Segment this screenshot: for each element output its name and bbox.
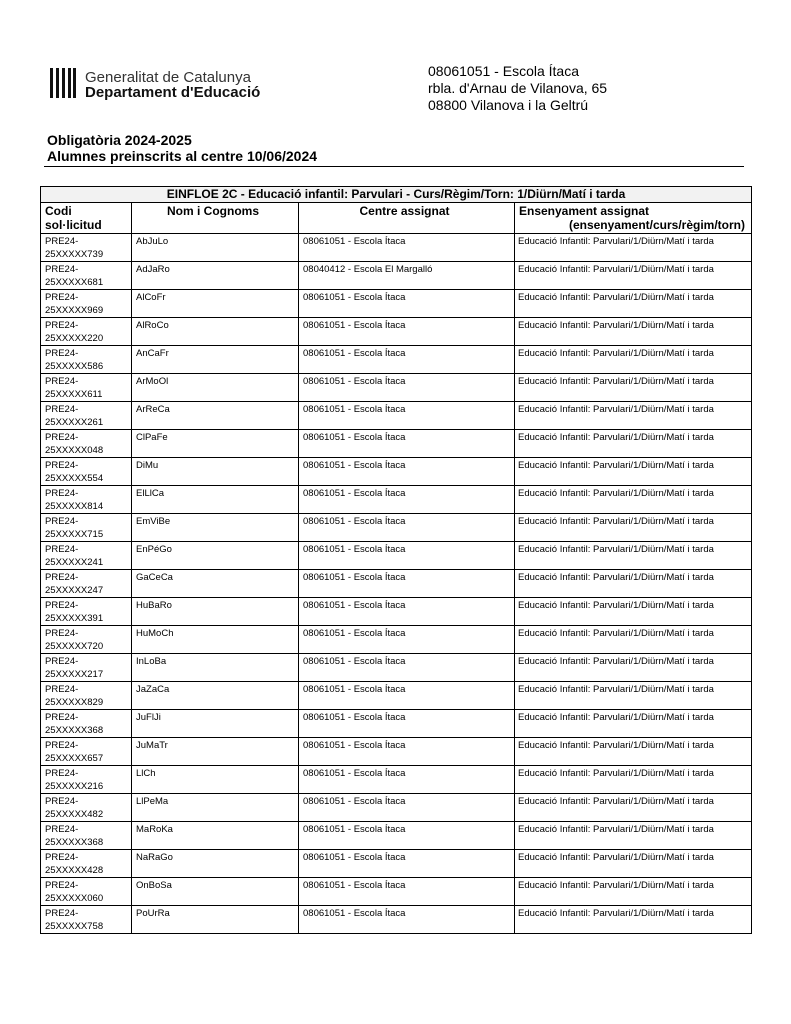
cell-ensenyament: Educació Infantil: Parvulari/1/Diürn/Matí i tarda xyxy=(518,628,714,639)
cell-name: MaRoKa xyxy=(132,822,299,849)
table-row xyxy=(41,429,751,457)
cell-code-line2: 25XXXXX428 xyxy=(45,865,104,876)
cell-name: JaZaCa xyxy=(132,682,299,709)
cell-code xyxy=(41,598,132,625)
cell-code xyxy=(41,234,132,261)
cell-code-line1: PRE24- xyxy=(45,908,79,919)
cell-code xyxy=(41,570,132,597)
group-title: EINFLOE 2C - Educació infantil: Parvulari - Curs/Règim/Torn: 1/Diürn/Matí i tarda xyxy=(41,187,751,203)
cell-ensenyament: Educació Infantil: Parvulari/1/Diürn/Matí i tarda xyxy=(518,908,714,919)
cell-name: GaCeCa xyxy=(132,570,299,597)
table-row xyxy=(41,849,751,877)
cell-code xyxy=(41,906,132,933)
org-line-2: Departament d'Educació xyxy=(85,84,261,101)
cell-code-line1: PRE24- xyxy=(45,376,79,387)
cell-ensenyament: Educació Infantil: Parvulari/1/Diürn/Matí i tarda xyxy=(518,600,714,611)
col-header-ens-line1: Ensenyament assignat xyxy=(519,204,650,218)
table-row xyxy=(41,877,751,905)
cell-code-line2: 25XXXXX220 xyxy=(45,333,104,344)
cell-code xyxy=(41,346,132,373)
cell-code-line2: 25XXXXX739 xyxy=(45,249,104,260)
cell-ensenyament: Educació Infantil: Parvulari/1/Diürn/Matí i tarda xyxy=(518,432,714,443)
cell-ensenyament: Educació Infantil: Parvulari/1/Diürn/Matí i tarda xyxy=(518,824,714,835)
school-address xyxy=(428,63,607,114)
cell-ensenyament: Educació Infantil: Parvulari/1/Diürn/Matí i tarda xyxy=(518,236,714,247)
cell-centre: 08061051 - Escola Ítaca xyxy=(299,850,515,877)
cell-code xyxy=(41,822,132,849)
table-header xyxy=(41,203,751,233)
cell-centre: 08061051 - Escola Ítaca xyxy=(299,402,515,429)
cell-centre: 08061051 - Escola Ítaca xyxy=(299,570,515,597)
cell-code-line2: 25XXXXX368 xyxy=(45,725,104,736)
cell-name: OnBoSa xyxy=(132,878,299,905)
cell-code-line1: PRE24- xyxy=(45,880,79,891)
cell-code-line1: PRE24- xyxy=(45,432,79,443)
table-row xyxy=(41,569,751,597)
cell-code-line1: PRE24- xyxy=(45,824,79,835)
cell-code-line2: 25XXXXX554 xyxy=(45,473,104,484)
cell-name: JuMaTr xyxy=(132,738,299,765)
cell-code-line1: PRE24- xyxy=(45,712,79,723)
cell-code-line1: PRE24- xyxy=(45,796,79,807)
cell-ensenyament: Educació Infantil: Parvulari/1/Diürn/Matí i tarda xyxy=(518,264,714,275)
cell-ensenyament: Educació Infantil: Parvulari/1/Diürn/Matí i tarda xyxy=(518,488,714,499)
cell-centre: 08061051 - Escola Ítaca xyxy=(299,290,515,317)
cell-centre: 08061051 - Escola Ítaca xyxy=(299,514,515,541)
cell-ensenyament: Educació Infantil: Parvulari/1/Diürn/Matí i tarda xyxy=(518,684,714,695)
cell-ensenyament: Educació Infantil: Parvulari/1/Diürn/Matí i tarda xyxy=(518,572,714,583)
cell-name: JuFlJi xyxy=(132,710,299,737)
cell-code-line1: PRE24- xyxy=(45,488,79,499)
table-row xyxy=(41,261,751,289)
table-row xyxy=(41,401,751,429)
cell-code-line2: 25XXXXX216 xyxy=(45,781,104,792)
cell-code-line1: PRE24- xyxy=(45,516,79,527)
cell-code xyxy=(41,738,132,765)
cell-code-line1: PRE24- xyxy=(45,460,79,471)
cell-code-line2: 25XXXXX720 xyxy=(45,641,104,652)
cell-code-line2: 25XXXXX048 xyxy=(45,445,104,456)
cell-code-line2: 25XXXXX368 xyxy=(45,837,104,848)
cell-code-line1: PRE24- xyxy=(45,572,79,583)
cell-code-line2: 25XXXXX611 xyxy=(45,389,103,400)
cell-centre: 08061051 - Escola Ítaca xyxy=(299,794,515,821)
col-header-codi-line2: sol·licitud xyxy=(45,218,102,232)
table-row xyxy=(41,457,751,485)
table-row xyxy=(41,821,751,849)
cell-ensenyament: Educació Infantil: Parvulari/1/Diürn/Matí i tarda xyxy=(518,852,714,863)
cell-name: DiMu xyxy=(132,458,299,485)
cell-ensenyament: Educació Infantil: Parvulari/1/Diürn/Matí i tarda xyxy=(518,796,714,807)
cell-name: AbJuLo xyxy=(132,234,299,261)
cell-centre: 08061051 - Escola Ítaca xyxy=(299,878,515,905)
cell-centre: 08061051 - Escola Ítaca xyxy=(299,766,515,793)
cell-centre: 08061051 - Escola Ítaca xyxy=(299,346,515,373)
cell-ensenyament: Educació Infantil: Parvulari/1/Diürn/Matí i tarda xyxy=(518,516,714,527)
cell-centre: 08061051 - Escola Ítaca xyxy=(299,906,515,933)
cell-name: NaRaGo xyxy=(132,850,299,877)
school-line-3: 08800 Vilanova i la Geltrú xyxy=(428,97,589,113)
cell-centre: 08061051 - Escola Ítaca xyxy=(299,598,515,625)
cell-code-line1: PRE24- xyxy=(45,348,79,359)
table-row xyxy=(41,653,751,681)
cell-centre: 08061051 - Escola Ítaca xyxy=(299,626,515,653)
cell-code-line2: 25XXXXX586 xyxy=(45,361,104,372)
organization-name xyxy=(85,70,260,100)
cell-code-line2: 25XXXXX241 xyxy=(45,557,104,568)
table-row xyxy=(41,709,751,737)
cell-centre: 08061051 - Escola Ítaca xyxy=(299,682,515,709)
cell-ensenyament: Educació Infantil: Parvulari/1/Diürn/Matí i tarda xyxy=(518,768,714,779)
cell-name: ElLlCa xyxy=(132,486,299,513)
cell-centre: 08061051 - Escola Ítaca xyxy=(299,738,515,765)
cell-name: AlCoFr xyxy=(132,290,299,317)
cell-code-line2: 25XXXXX814 xyxy=(45,501,104,512)
cell-centre: 08061051 - Escola Ítaca xyxy=(299,318,515,345)
cell-code xyxy=(41,290,132,317)
cell-code-line2: 25XXXXX261 xyxy=(45,417,104,428)
cell-code-line2: 25XXXXX657 xyxy=(45,753,104,764)
title-divider xyxy=(44,166,744,167)
cell-code-line1: PRE24- xyxy=(45,768,79,779)
cell-code-line1: PRE24- xyxy=(45,544,79,555)
cell-code-line2: 25XXXXX969 xyxy=(45,305,104,316)
col-header-nom: Nom i Cognoms xyxy=(132,203,299,233)
cell-ensenyament: Educació Infantil: Parvulari/1/Diürn/Matí i tarda xyxy=(518,880,714,891)
cell-ensenyament: Educació Infantil: Parvulari/1/Diürn/Matí i tarda xyxy=(518,460,714,471)
cell-code-line1: PRE24- xyxy=(45,292,79,303)
cell-code-line1: PRE24- xyxy=(45,404,79,415)
document-title xyxy=(47,132,317,164)
cell-centre: 08061051 - Escola Ítaca xyxy=(299,822,515,849)
cell-code-line2: 25XXXXX715 xyxy=(45,529,104,540)
table-row xyxy=(41,597,751,625)
cell-ensenyament: Educació Infantil: Parvulari/1/Diürn/Matí i tarda xyxy=(518,740,714,751)
cell-name: EnPéGo xyxy=(132,542,299,569)
cell-code xyxy=(41,878,132,905)
cell-name: AnCaFr xyxy=(132,346,299,373)
cell-name: ArMoOl xyxy=(132,374,299,401)
col-header-ensenyament xyxy=(515,203,751,233)
students-table xyxy=(40,186,752,934)
cell-name: ArReCa xyxy=(132,402,299,429)
cell-code-line2: 25XXXXX482 xyxy=(45,809,104,820)
cell-ensenyament: Educació Infantil: Parvulari/1/Diürn/Matí i tarda xyxy=(518,712,714,723)
cell-code-line1: PRE24- xyxy=(45,236,79,247)
table-row xyxy=(41,513,751,541)
cell-ensenyament: Educació Infantil: Parvulari/1/Diürn/Matí i tarda xyxy=(518,404,714,415)
table-row xyxy=(41,233,751,261)
cell-centre: 08040412 - Escola El Margalló xyxy=(299,262,515,289)
cell-ensenyament: Educació Infantil: Parvulari/1/Diürn/Matí i tarda xyxy=(518,348,714,359)
cell-code xyxy=(41,626,132,653)
table-row xyxy=(41,905,751,933)
cell-code xyxy=(41,486,132,513)
cell-code-line2: 25XXXXX829 xyxy=(45,697,104,708)
cell-centre: 08061051 - Escola Ítaca xyxy=(299,374,515,401)
cell-code xyxy=(41,514,132,541)
table-row xyxy=(41,485,751,513)
cell-name: LlCh xyxy=(132,766,299,793)
cell-code-line1: PRE24- xyxy=(45,628,79,639)
cell-name: HuMoCh xyxy=(132,626,299,653)
cell-centre: 08061051 - Escola Ítaca xyxy=(299,542,515,569)
table-row xyxy=(41,765,751,793)
table-row xyxy=(41,541,751,569)
cell-code xyxy=(41,458,132,485)
cell-centre: 08061051 - Escola Ítaca xyxy=(299,486,515,513)
cell-name: ClPaFe xyxy=(132,430,299,457)
cell-ensenyament: Educació Infantil: Parvulari/1/Diürn/Matí i tarda xyxy=(518,656,714,667)
cell-code xyxy=(41,262,132,289)
cell-code xyxy=(41,710,132,737)
table-row xyxy=(41,317,751,345)
school-line-2: rbla. d'Arnau de Vilanova, 65 xyxy=(428,80,608,96)
cell-code-line1: PRE24- xyxy=(45,320,79,331)
col-header-centre: Centre assignat xyxy=(299,203,515,233)
table-row xyxy=(41,681,751,709)
cell-name: HuBaRo xyxy=(132,598,299,625)
table-row xyxy=(41,793,751,821)
cell-code-line2: 25XXXXX060 xyxy=(45,893,104,904)
col-header-codi-line1: Codi xyxy=(45,204,72,218)
title-line-2: Alumnes preinscrits al centre 10/06/2024 xyxy=(47,148,318,164)
cell-code xyxy=(41,850,132,877)
cell-centre: 08061051 - Escola Ítaca xyxy=(299,710,515,737)
cell-code xyxy=(41,654,132,681)
cell-name: AlRoCo xyxy=(132,318,299,345)
generalitat-logo-icon xyxy=(50,68,76,98)
cell-code xyxy=(41,318,132,345)
cell-name: LlPeMa xyxy=(132,794,299,821)
cell-code-line1: PRE24- xyxy=(45,684,79,695)
org-line-1: Generalitat de Catalunya xyxy=(85,69,251,86)
cell-code-line2: 25XXXXX217 xyxy=(45,669,104,680)
cell-code xyxy=(41,542,132,569)
cell-ensenyament: Educació Infantil: Parvulari/1/Diürn/Matí i tarda xyxy=(518,320,714,331)
school-line-1: 08061051 - Escola Ítaca xyxy=(428,63,579,79)
cell-code-line2: 25XXXXX391 xyxy=(45,613,104,624)
cell-code-line1: PRE24- xyxy=(45,264,79,275)
cell-code xyxy=(41,794,132,821)
cell-centre: 08061051 - Escola Ítaca xyxy=(299,430,515,457)
cell-name: InLoBa xyxy=(132,654,299,681)
cell-ensenyament: Educació Infantil: Parvulari/1/Diürn/Matí i tarda xyxy=(518,376,714,387)
table-row xyxy=(41,737,751,765)
cell-name: PoUrRa xyxy=(132,906,299,933)
title-line-1: Obligatòria 2024-2025 xyxy=(47,132,192,148)
cell-centre: 08061051 - Escola Ítaca xyxy=(299,234,515,261)
table-row xyxy=(41,345,751,373)
cell-code xyxy=(41,430,132,457)
cell-code-line1: PRE24- xyxy=(45,600,79,611)
table-row xyxy=(41,373,751,401)
cell-code-line1: PRE24- xyxy=(45,740,79,751)
col-header-ens-line2: (ensenyament/curs/règim/torn) xyxy=(568,218,745,232)
table-row xyxy=(41,289,751,317)
cell-ensenyament: Educació Infantil: Parvulari/1/Diürn/Matí i tarda xyxy=(518,292,714,303)
col-header-codi xyxy=(41,203,132,233)
table-row xyxy=(41,625,751,653)
cell-code xyxy=(41,766,132,793)
cell-code-line2: 25XXXXX681 xyxy=(45,277,104,288)
cell-name: EmViBe xyxy=(132,514,299,541)
cell-code xyxy=(41,402,132,429)
cell-ensenyament: Educació Infantil: Parvulari/1/Diürn/Matí i tarda xyxy=(518,544,714,555)
cell-code xyxy=(41,682,132,709)
cell-code-line2: 25XXXXX247 xyxy=(45,585,104,596)
cell-code xyxy=(41,374,132,401)
cell-code-line1: PRE24- xyxy=(45,852,79,863)
cell-code-line2: 25XXXXX758 xyxy=(45,921,104,932)
cell-centre: 08061051 - Escola Ítaca xyxy=(299,654,515,681)
cell-name: AdJaRo xyxy=(132,262,299,289)
cell-code-line1: PRE24- xyxy=(45,656,79,667)
cell-centre: 08061051 - Escola Ítaca xyxy=(299,458,515,485)
